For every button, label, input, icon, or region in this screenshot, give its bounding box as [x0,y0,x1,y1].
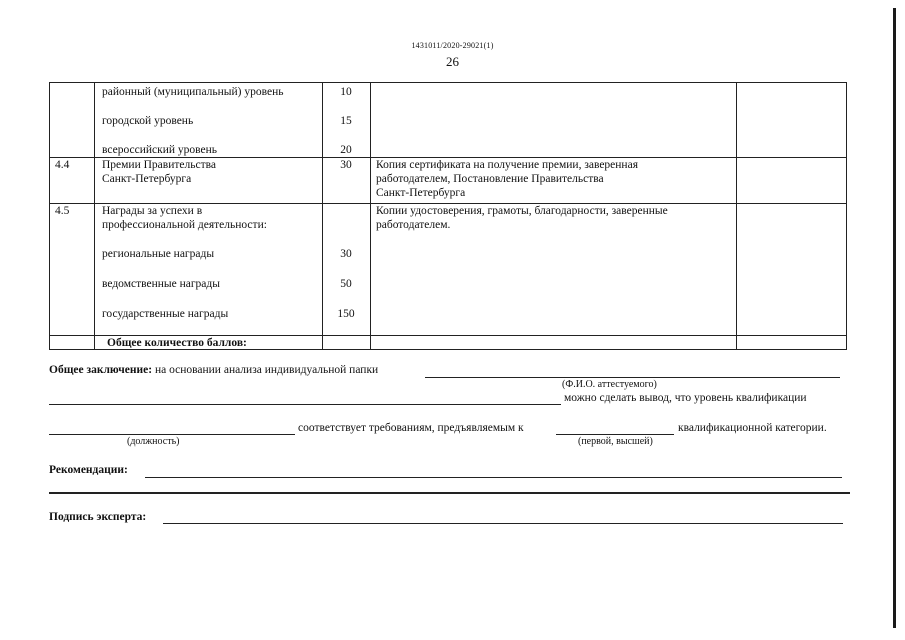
table-cell-points: 20 [340,144,352,156]
fio-hint: (Ф.И.О. аттестуемого) [562,379,657,390]
table-cell-label: городской уровень [102,115,194,127]
table-cell-document: Санкт-Петербурга [376,187,466,199]
conclusion-line-1 [49,364,378,376]
table-cell-points: 30 [340,159,352,171]
table-row-divider [50,157,846,158]
conclusion-label: Общее заключение: [49,364,153,376]
signature-field-line[interactable] [163,523,843,524]
position-field-line[interactable] [49,434,295,435]
page-edge-rule [893,8,896,628]
page-number: 26 [446,54,459,69]
table-cell-document: Копии удостоверения, грамоты, благодарности, заверенные [376,205,668,217]
recommendations-label: Рекомендации: [49,464,128,476]
table-col-divider [370,83,371,349]
table-col-divider [736,83,737,349]
conclusion-text-2: можно сделать вывод, что уровень квалификации [564,392,807,404]
table-row-divider [50,335,846,336]
table-cell-points: 50 [340,278,352,290]
conclusion-text-3: соответствует требованиям, предъявляемым к [298,422,524,434]
category-field-line[interactable] [556,434,674,435]
table-cell-label: профессиональной деятельности: [102,219,267,231]
table-cell-label: региональные награды [102,248,215,260]
recommendations-field-line[interactable] [145,477,842,478]
table-cell-points: 10 [340,86,352,98]
table-cell-number: 4.4 [55,159,70,171]
document-id: 1431011/2020-29021(1) [411,41,494,50]
table-cell-points: 15 [340,115,352,127]
total-points-label: Общее количество баллов: [107,337,247,349]
table-cell-document: работодателем. [376,219,451,231]
conclusion-text-4: квалификационной категории. [678,422,827,434]
signature-label: Подпись эксперта: [49,511,147,523]
table-cell-label: ведомственные награды [102,278,220,290]
recommendations-second-line [49,492,850,494]
table-cell-label: всероссийский уровень [102,144,218,156]
table-row-divider [50,203,846,204]
table-cell-label: районный (муниципальный) уровень [102,86,284,98]
table-cell-document: Копия сертификата на получение премии, заверенная [376,159,638,171]
table-col-divider [94,83,95,349]
criteria-table [49,82,847,350]
table-cell-points: 30 [340,248,352,260]
fio-continuation-line[interactable] [49,404,561,405]
table-cell-label: Премии Правительства [102,159,216,171]
position-hint: (должность) [127,436,180,447]
fio-field-line[interactable] [425,377,840,378]
table-cell-label: Награды за успехи в [102,205,203,217]
table-cell-document: работодателем, Постановление Правительства [376,173,604,185]
table-cell-number: 4.5 [55,205,70,217]
table-cell-label: Санкт-Петербурга [102,173,192,185]
conclusion-text: на основании анализа индивидуальной папки [154,364,379,376]
category-hint: (первой, высшей) [578,436,653,447]
table-cell-label: государственные награды [102,308,229,320]
table-cell-points: 150 [337,308,355,320]
